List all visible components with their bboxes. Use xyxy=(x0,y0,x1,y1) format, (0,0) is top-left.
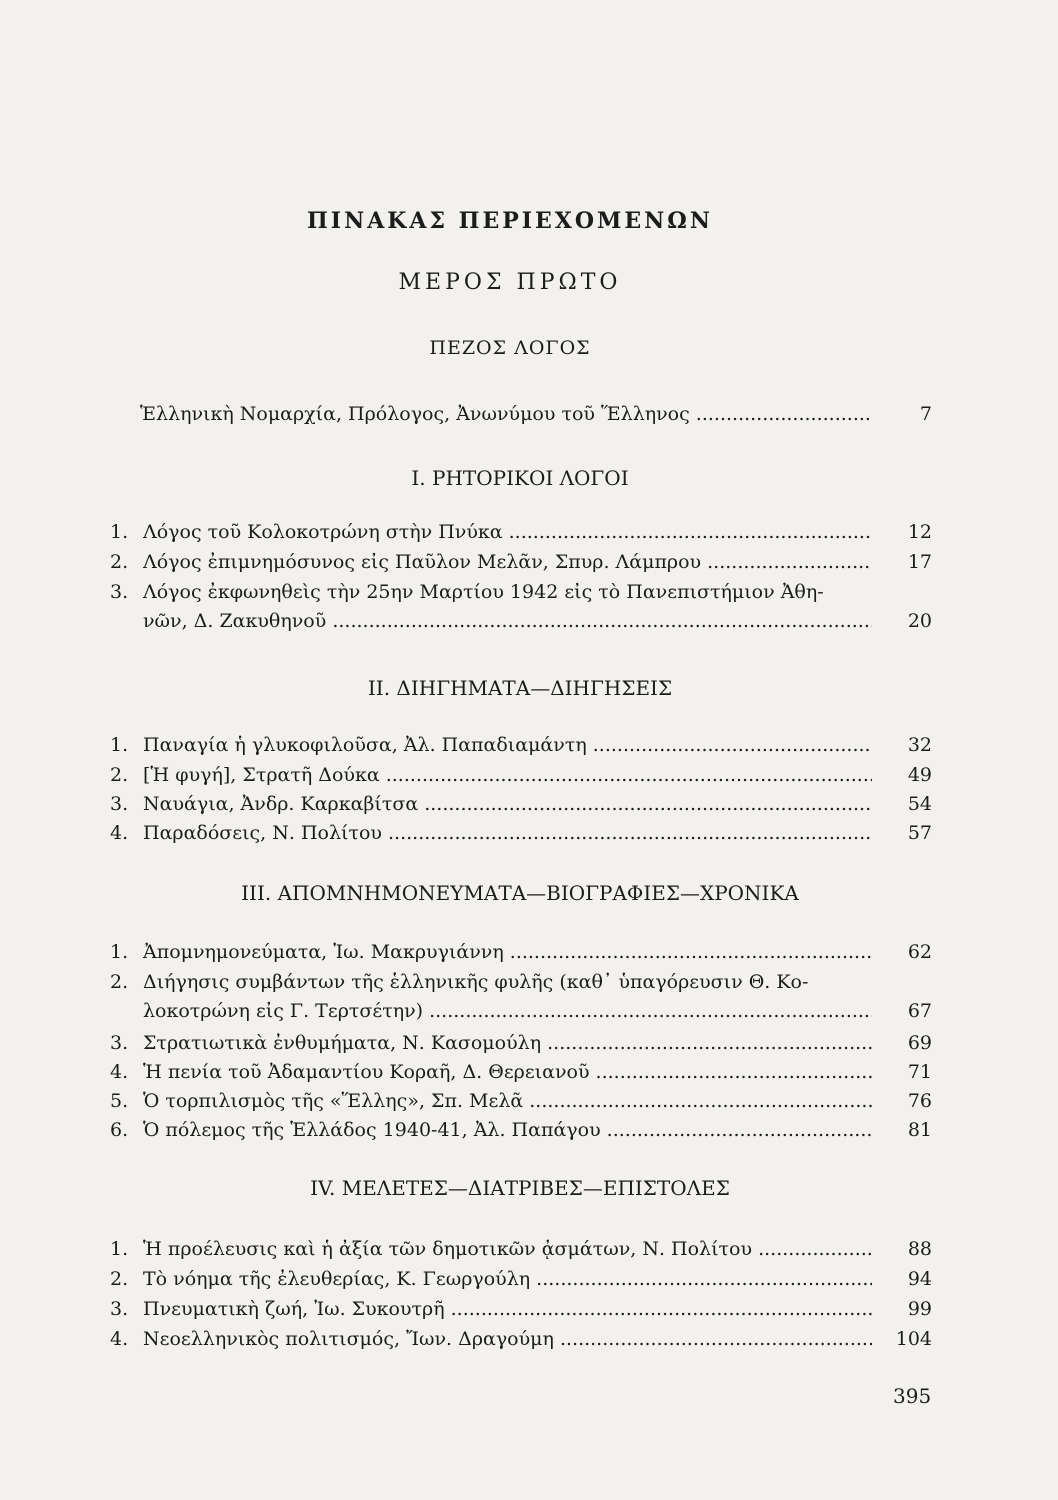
entry-page: 57 xyxy=(907,822,932,844)
entry-text: Στρατιωτικὰ ἐνθυμήματα, Ν. Κασομούλη ..... xyxy=(143,1029,872,1058)
entry-text: Διήγησις συμβάντων τῆς ἑλληνικῆς φυλῆς (καθ᾽ ὑπαγόρευσιν Θ. Κο- xyxy=(143,971,809,993)
entry-page: 104 xyxy=(895,1328,932,1350)
entry-text: Ἡ προέλευσις καὶ ἡ ἀξία τῶν δημοτικῶν ᾀσμάτων, Ν. Πολίτου ..... xyxy=(143,1235,872,1264)
entry-number: 1. xyxy=(110,1238,129,1260)
entry-text: Ἑλληνικὴ Νομαρχία, Πρόλογος, Ἀνωνύμου τοῦ Ἕλληνος ..... xyxy=(140,400,872,429)
entry-page: 67 xyxy=(907,1000,932,1022)
entry-number: 2. xyxy=(110,971,129,993)
entry-number: 3. xyxy=(110,581,129,603)
entry-text: Λόγος τοῦ Κολοκοτρώνη στὴν Πνύκα ..... xyxy=(143,518,872,547)
entry-page: 49 xyxy=(907,764,932,786)
entry-text: Πνευματικὴ ζωή, Ἰω. Συκουτρῆ ..... xyxy=(143,1295,872,1324)
entry-number: 3. xyxy=(110,1298,129,1320)
entry-text: Ἀπομνημονεύματα, Ἰω. Μακρυγιάννη ..... xyxy=(143,938,872,967)
page-number: 395 xyxy=(893,1384,932,1408)
entry-page: 69 xyxy=(907,1032,932,1054)
entry-number: 2. xyxy=(110,1268,129,1290)
entry-number: 5. xyxy=(110,1090,129,1112)
entry-text: Λόγος ἐπιμνημόσυνος εἰς Παῦλον Μελᾶν, Σπυρ. Λάμπρου ..... xyxy=(143,548,872,577)
section-title-1: Ι. ΡΗΤΟΡΙΚΟΙ ΛΟΓΟΙ xyxy=(411,466,629,490)
subpart-title: ΠΕΖΟΣ ΛΟΓΟΣ xyxy=(429,337,591,359)
entry-page: 71 xyxy=(907,1061,932,1083)
entry-text: [Ἡ φυγή], Στρατῆ Δούκα ..... xyxy=(143,761,872,790)
entry-page: 12 xyxy=(907,521,932,543)
entry-number: 4. xyxy=(110,822,129,844)
entry-number: 2. xyxy=(110,551,129,573)
entry-page: 94 xyxy=(907,1268,932,1290)
entry-page: 81 xyxy=(907,1119,932,1141)
entry-number: 1. xyxy=(110,734,129,756)
entry-number: 2. xyxy=(110,764,129,786)
entry-page: 88 xyxy=(907,1238,932,1260)
entry-text: Λόγος ἐκφωνηθεὶς τὴν 25ην Μαρτίου 1942 εἰς τὸ Πανεπιστήμιον Ἀθη- xyxy=(143,581,824,603)
entry-text: Ὁ τορπιλισμὸς τῆς «Ἕλλης», Σπ. Μελᾶ ..... xyxy=(143,1087,872,1116)
entry-number: 6. xyxy=(110,1119,129,1141)
entry-page: 54 xyxy=(907,793,932,815)
entry-text-continued: νῶν, Δ. Ζακυθηνοῦ ..... xyxy=(143,607,872,636)
entry-page: 99 xyxy=(907,1298,932,1320)
toc-title: ΠΙΝΑΚΑΣ ΠΕΡΙΕΧΟΜΕΝΩΝ xyxy=(307,208,713,234)
entry-page: 32 xyxy=(907,734,932,756)
entry-page: 76 xyxy=(907,1090,932,1112)
section-title-2: ΙΙ. ΔΙΗΓΗΜΑΤΑ—ΔΙΗΓΗΣΕΙΣ xyxy=(367,676,673,700)
part-title: ΜΕΡΟΣ ΠΡΩΤΟ xyxy=(398,270,622,295)
entry-page: 20 xyxy=(907,610,932,632)
section-title-3: ΙΙΙ. ΑΠΟΜΝΗΜΟΝΕΥΜΑΤΑ—ΒΙΟΓΡΑΦΙΕΣ—ΧΡΟΝΙΚΑ xyxy=(241,881,799,905)
entry-text: Ναυάγια, Ἀνδρ. Καρκαβίτσα ..... xyxy=(143,790,872,819)
entry-page: 7 xyxy=(919,403,932,425)
entry-text: Νεοελληνικὸς πολιτισμός, Ἴων. Δραγούμη ..... xyxy=(143,1325,872,1354)
section-title-4: ΙV. ΜΕΛΕΤΕΣ—ΔΙΑΤΡΙΒΕΣ—ΕΠΙΣΤΟΛΕΣ xyxy=(310,1176,730,1200)
entry-number: 1. xyxy=(110,941,129,963)
entry-text: Ὁ πόλεμος τῆς Ἑλλάδος 1940-41, Ἀλ. Παπάγου ..... xyxy=(143,1116,872,1145)
entry-text: Τὸ νόημα τῆς ἐλευθερίας, Κ. Γεωργούλη ..... xyxy=(143,1265,872,1294)
entry-number: 3. xyxy=(110,793,129,815)
entry-number: 4. xyxy=(110,1061,129,1083)
entry-page: 17 xyxy=(907,551,932,573)
entry-number: 1. xyxy=(110,521,129,543)
entry-page: 62 xyxy=(907,941,932,963)
entry-text-continued: λοκοτρώνη εἰς Γ. Τερτσέτην) ..... xyxy=(143,997,872,1026)
entry-text: Παραδόσεις, Ν. Πολίτου ..... xyxy=(143,819,872,848)
entry-text: Παναγία ἡ γλυκοφιλοῦσα, Ἀλ. Παπαδιαμάντη ..... xyxy=(143,731,872,760)
entry-number: 3. xyxy=(110,1032,129,1054)
entry-number: 4. xyxy=(110,1328,129,1350)
entry-text: Ἡ πενία τοῦ Ἀδαμαντίου Κοραῆ, Δ. Θερειανοῦ ..... xyxy=(143,1058,872,1087)
